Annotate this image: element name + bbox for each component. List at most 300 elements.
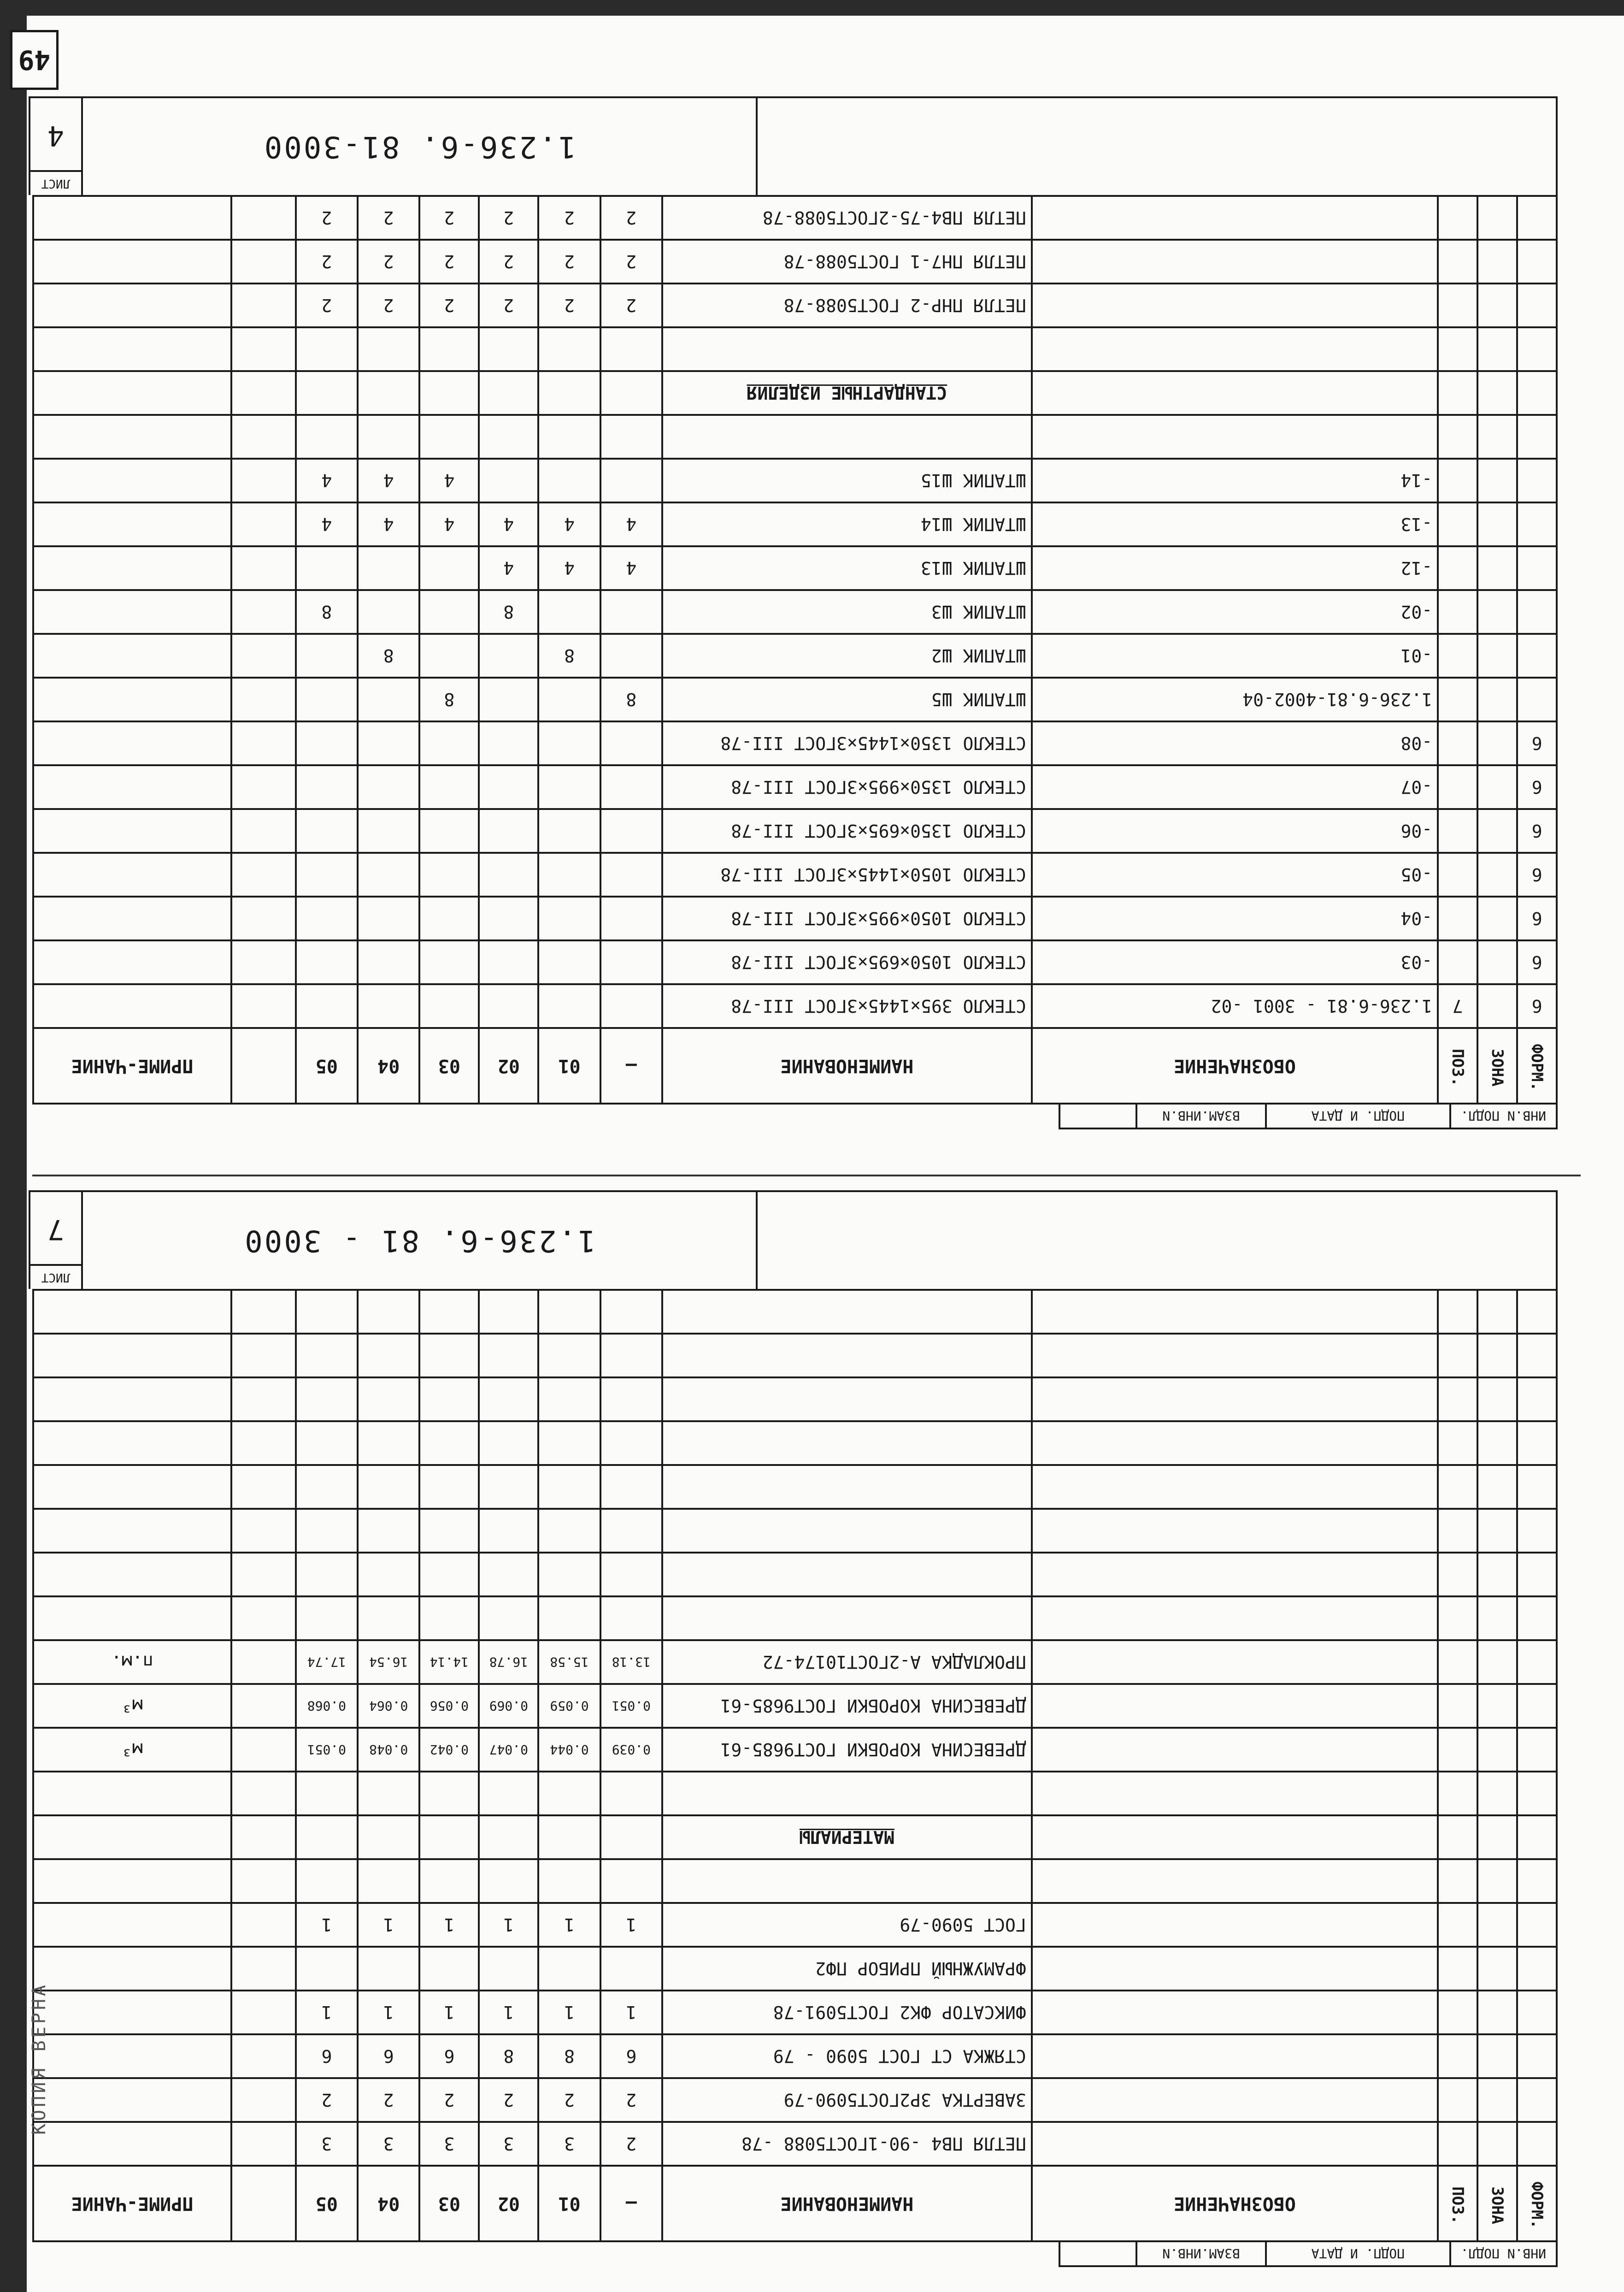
designation-cell <box>1032 1991 1438 2034</box>
pos-cell <box>1438 1947 1477 1991</box>
qty-cell <box>296 415 358 459</box>
qty-cell <box>419 590 479 634</box>
designation-cell <box>1032 1465 1438 1509</box>
qty-cell <box>358 940 419 984</box>
zone-cell <box>1477 1903 1517 1947</box>
pos-cell <box>1438 196 1477 240</box>
zone-cell <box>1477 721 1517 765</box>
qty-cell: 2 <box>538 240 600 284</box>
pos-cell <box>1438 502 1477 546</box>
format-cell <box>1517 1377 1557 1421</box>
format-cell <box>1517 284 1557 327</box>
table-row <box>33 1377 1557 1421</box>
extra-cell <box>231 1553 296 1596</box>
qty-cell <box>479 984 538 1028</box>
qty-cell: 1 <box>479 1991 538 2034</box>
designation-cell <box>1032 1640 1438 1684</box>
designation-cell: -01 <box>1032 634 1438 678</box>
pos-cell <box>1438 721 1477 765</box>
unit-cell <box>33 2122 231 2166</box>
qty-cell <box>358 327 419 371</box>
zone-cell <box>1477 371 1517 415</box>
qty-cell <box>296 721 358 765</box>
name-cell: ГОСТ 5090-79 <box>662 1903 1032 1947</box>
qty-cell: 4 <box>296 502 358 546</box>
qty-cell <box>600 984 662 1028</box>
qty-cell <box>479 1509 538 1553</box>
header-variant: — <box>600 2166 662 2241</box>
approval-stamp <box>1059 1105 1558 1129</box>
designation-cell <box>1032 1553 1438 1596</box>
table-row <box>33 2078 1557 2122</box>
designation-cell: -03 <box>1032 940 1438 984</box>
designation-cell: -14 <box>1032 459 1438 502</box>
qty-cell: 1 <box>600 1991 662 2034</box>
format-cell <box>1517 196 1557 240</box>
qty-cell <box>538 765 600 809</box>
unit-cell <box>33 1377 231 1421</box>
format-cell <box>1517 240 1557 284</box>
extra-cell <box>231 2034 296 2078</box>
designation-cell: 1.236-6.81-4002-04 <box>1032 678 1438 721</box>
pos-cell <box>1438 1815 1477 1859</box>
zone-cell <box>1477 809 1517 853</box>
designation-cell: -08 <box>1032 721 1438 765</box>
qty-cell: 1 <box>538 1991 600 2034</box>
qty-cell: 8 <box>600 678 662 721</box>
unit-cell <box>33 1596 231 1640</box>
qty-cell <box>479 1553 538 1596</box>
qty-cell <box>358 1377 419 1421</box>
extra-cell <box>231 2122 296 2166</box>
designation-cell <box>1032 240 1438 284</box>
qty-cell <box>296 1509 358 1553</box>
extra-cell <box>231 940 296 984</box>
table-header <box>33 2166 1557 2241</box>
extra-cell <box>231 415 296 459</box>
header-format: ФОРМ. <box>1517 2166 1557 2241</box>
pos-cell <box>1438 240 1477 284</box>
name-cell: ШТАПИК Ш15 <box>662 459 1032 502</box>
table-row <box>33 1596 1557 1640</box>
qty-cell <box>538 678 600 721</box>
qty-cell <box>600 1334 662 1377</box>
unit-cell: м³ <box>33 1684 231 1728</box>
unit-cell <box>33 2034 231 2078</box>
name-cell: СТЕКЛО 1350×1445×3ГОСТ III-78 <box>662 721 1032 765</box>
pos-cell <box>1438 1553 1477 1596</box>
document-code: 1.236-6. 81-3000 <box>83 98 758 195</box>
name-cell <box>662 1334 1032 1377</box>
qty-cell: 2 <box>358 240 419 284</box>
qty-cell: 2 <box>479 2078 538 2122</box>
header-variant: 03 <box>419 1028 479 1104</box>
qty-cell: 0.047 <box>479 1728 538 1772</box>
qty-cell: 0.044 <box>538 1728 600 1772</box>
qty-cell <box>600 459 662 502</box>
qty-cell <box>600 590 662 634</box>
zone-cell <box>1477 1772 1517 1815</box>
table-row <box>33 502 1557 546</box>
table-row <box>33 240 1557 284</box>
table-row <box>33 984 1557 1028</box>
qty-cell <box>538 1815 600 1859</box>
spec-sheet-bottom <box>32 46 1558 1129</box>
qty-cell <box>600 765 662 809</box>
pos-cell <box>1438 1596 1477 1640</box>
header-zone: ЗОНА <box>1477 1028 1517 1104</box>
note-cell <box>33 327 231 371</box>
header-note: ПРИМЕ-ЧАНИЕ <box>33 1028 231 1104</box>
qty-cell <box>358 1859 419 1903</box>
extra-cell <box>231 853 296 897</box>
qty-cell: 4 <box>538 502 600 546</box>
qty-cell <box>358 546 419 590</box>
note-cell <box>33 459 231 502</box>
qty-cell <box>358 678 419 721</box>
format-cell <box>1517 1640 1557 1684</box>
header-zone: ЗОНА <box>1477 2166 1517 2241</box>
qty-cell <box>296 1290 358 1334</box>
qty-cell: 8 <box>479 590 538 634</box>
table-row <box>33 1859 1557 1903</box>
pos-cell <box>1438 897 1477 940</box>
qty-cell <box>419 984 479 1028</box>
extra-cell <box>231 984 296 1028</box>
qty-cell <box>296 1553 358 1596</box>
qty-cell <box>479 459 538 502</box>
designation-cell <box>1032 1421 1438 1465</box>
format-cell: 6 <box>1517 765 1557 809</box>
qty-cell <box>538 1465 600 1509</box>
qty-cell <box>600 1421 662 1465</box>
stamp-cell <box>1060 1105 1136 1128</box>
zone-cell <box>1477 1377 1517 1421</box>
qty-cell <box>600 1596 662 1640</box>
qty-cell <box>538 984 600 1028</box>
qty-cell <box>538 1421 600 1465</box>
page-number: 49 <box>10 30 59 90</box>
pos-cell <box>1438 1903 1477 1947</box>
unit-cell: м³ <box>33 1728 231 1772</box>
name-cell: СТЕКЛО 1050×695×3ГОСТ III-78 <box>662 940 1032 984</box>
qty-cell <box>358 1947 419 1991</box>
header-variant: 01 <box>538 1028 600 1104</box>
pos-cell <box>1438 284 1477 327</box>
table-row <box>33 897 1557 940</box>
designation-cell: 1.236-6.81 - 3001 -02 <box>1032 984 1438 1028</box>
qty-cell <box>296 1377 358 1421</box>
unit-cell <box>33 1815 231 1859</box>
extra-cell <box>231 459 296 502</box>
qty-cell <box>538 1377 600 1421</box>
spec-table <box>32 1289 1558 2242</box>
qty-cell: 13.18 <box>600 1640 662 1684</box>
qty-cell: 17.74 <box>296 1640 358 1684</box>
qty-cell <box>600 809 662 853</box>
qty-cell: 2 <box>358 2078 419 2122</box>
table-row <box>33 546 1557 590</box>
pos-cell <box>1438 1509 1477 1553</box>
qty-cell <box>538 459 600 502</box>
qty-cell <box>358 984 419 1028</box>
zone-cell <box>1477 1684 1517 1728</box>
header-name: НАИМЕНОВАНИЕ <box>662 2166 1032 2241</box>
extra-cell <box>231 1509 296 1553</box>
unit-cell <box>33 1991 231 2034</box>
format-cell <box>1517 2078 1557 2122</box>
format-cell <box>1517 1553 1557 1596</box>
qty-cell <box>538 415 600 459</box>
name-cell: ФИКСАТОР ФК2 ГОСТ5091-78 <box>662 1991 1032 2034</box>
extra-cell <box>231 1991 296 2034</box>
qty-cell <box>600 721 662 765</box>
qty-cell <box>296 765 358 809</box>
qty-cell <box>479 1465 538 1509</box>
qty-cell: 16.54 <box>358 1640 419 1684</box>
qty-cell <box>538 1947 600 1991</box>
note-cell <box>33 897 231 940</box>
unit-cell <box>33 1465 231 1509</box>
qty-cell: 15.58 <box>538 1640 600 1684</box>
qty-cell <box>419 765 479 809</box>
qty-cell <box>600 1465 662 1509</box>
format-cell <box>1517 1334 1557 1377</box>
qty-cell <box>358 897 419 940</box>
qty-cell: 0.056 <box>419 1684 479 1728</box>
table-row <box>33 1684 1557 1728</box>
note-cell <box>33 502 231 546</box>
extra-cell <box>231 327 296 371</box>
designation-cell <box>1032 2078 1438 2122</box>
qty-cell <box>538 721 600 765</box>
name-cell: ШТАПИК Ш3 <box>662 590 1032 634</box>
pos-cell <box>1438 1334 1477 1377</box>
qty-cell <box>358 1509 419 1553</box>
qty-cell <box>479 371 538 415</box>
name-cell: СТЯЖКА СТ ГОСТ 5090 - 79 <box>662 2034 1032 2078</box>
table-row <box>33 1509 1557 1553</box>
table-row <box>33 1334 1557 1377</box>
extra-cell <box>231 1815 296 1859</box>
designation-cell <box>1032 1509 1438 1553</box>
qty-cell <box>296 634 358 678</box>
note-cell <box>33 371 231 415</box>
name-cell <box>662 1377 1032 1421</box>
format-cell <box>1517 502 1557 546</box>
extra-cell <box>231 1421 296 1465</box>
copy-note: КОПИЯ ВЕРНА <box>29 1982 50 2135</box>
extra-cell <box>231 371 296 415</box>
header-unit <box>231 2166 296 2241</box>
qty-cell: 1 <box>479 1903 538 1947</box>
extra-cell <box>231 1859 296 1903</box>
table-row <box>33 634 1557 678</box>
note-cell <box>33 240 231 284</box>
qty-cell <box>479 1772 538 1815</box>
qty-cell <box>358 1772 419 1815</box>
designation-cell <box>1032 196 1438 240</box>
qty-cell <box>296 984 358 1028</box>
table-row <box>33 1465 1557 1509</box>
qty-cell <box>296 1815 358 1859</box>
header-variant: 01 <box>538 2166 600 2241</box>
qty-cell: 4 <box>479 546 538 590</box>
qty-cell <box>358 721 419 765</box>
spec-sheet-top <box>32 1202 1558 2267</box>
format-cell <box>1517 1772 1557 1815</box>
format-cell: 6 <box>1517 809 1557 853</box>
qty-cell <box>479 765 538 809</box>
zone-cell <box>1477 1728 1517 1772</box>
format-cell <box>1517 1509 1557 1553</box>
pos-cell <box>1438 1640 1477 1684</box>
designation-cell <box>1032 1596 1438 1640</box>
qty-cell <box>538 1859 600 1903</box>
qty-cell: 8 <box>296 590 358 634</box>
qty-cell <box>600 371 662 415</box>
table-row <box>33 1640 1557 1684</box>
format-cell <box>1517 371 1557 415</box>
qty-cell <box>419 1421 479 1465</box>
qty-cell <box>479 327 538 371</box>
designation-cell <box>1032 1290 1438 1334</box>
pos-cell <box>1438 371 1477 415</box>
header-variant: 04 <box>358 1028 419 1104</box>
qty-cell: 8 <box>419 678 479 721</box>
extra-cell <box>231 1772 296 1815</box>
qty-cell <box>419 1772 479 1815</box>
name-cell: ПЕТЛЯ ПВ4-75-2ГОСТ5088-78 <box>662 196 1032 240</box>
format-cell <box>1517 1465 1557 1509</box>
table-row <box>33 415 1557 459</box>
qty-cell <box>479 1859 538 1903</box>
extra-cell <box>231 1947 296 1991</box>
zone-cell <box>1477 634 1517 678</box>
qty-cell <box>419 1553 479 1596</box>
format-cell <box>1517 1684 1557 1728</box>
qty-cell <box>600 1772 662 1815</box>
qty-cell: 0.068 <box>296 1684 358 1728</box>
extra-cell <box>231 1596 296 1640</box>
qty-cell <box>419 897 479 940</box>
qty-cell <box>479 940 538 984</box>
table-row <box>33 196 1557 240</box>
extra-cell <box>231 590 296 634</box>
zone-cell <box>1477 984 1517 1028</box>
table-row <box>33 1815 1557 1859</box>
qty-cell <box>419 371 479 415</box>
qty-cell: 2 <box>538 284 600 327</box>
extra-cell <box>231 809 296 853</box>
qty-cell <box>419 940 479 984</box>
zone-cell <box>1477 897 1517 940</box>
qty-cell <box>419 1377 479 1421</box>
designation-cell <box>1032 1947 1438 1991</box>
qty-cell <box>296 1859 358 1903</box>
table-row <box>33 1553 1557 1596</box>
qty-cell: 1 <box>419 1903 479 1947</box>
note-cell <box>33 853 231 897</box>
sheet-number: 4 <box>47 119 65 152</box>
qty-cell <box>479 809 538 853</box>
qty-cell: 1 <box>419 1991 479 2034</box>
qty-cell <box>538 1553 600 1596</box>
header-name: НАИМЕНОВАНИЕ <box>662 1028 1032 1104</box>
qty-cell: 2 <box>358 284 419 327</box>
designation-cell <box>1032 284 1438 327</box>
qty-cell <box>296 940 358 984</box>
qty-cell <box>296 678 358 721</box>
format-cell <box>1517 327 1557 371</box>
header-qty-title <box>231 1028 296 1104</box>
qty-cell <box>419 1859 479 1903</box>
unit-cell <box>33 1553 231 1596</box>
qty-cell <box>600 853 662 897</box>
qty-cell: 1 <box>358 1903 419 1947</box>
qty-cell: 1 <box>538 1903 600 1947</box>
format-cell <box>1517 1596 1557 1640</box>
format-cell <box>1517 546 1557 590</box>
table-row <box>33 1728 1557 1772</box>
extra-cell <box>231 1684 296 1728</box>
zone-cell <box>1477 1421 1517 1465</box>
qty-cell <box>296 897 358 940</box>
table-row <box>33 590 1557 634</box>
qty-cell <box>479 415 538 459</box>
zone-cell <box>1477 2034 1517 2078</box>
note-cell <box>33 546 231 590</box>
extra-cell <box>231 897 296 940</box>
qty-cell: 8 <box>538 634 600 678</box>
pos-cell <box>1438 1421 1477 1465</box>
qty-cell <box>538 1509 600 1553</box>
header-variant: 05 <box>296 1028 358 1104</box>
note-cell <box>33 634 231 678</box>
format-cell: 6 <box>1517 984 1557 1028</box>
qty-cell <box>296 327 358 371</box>
qty-cell: 3 <box>479 2122 538 2166</box>
zone-cell <box>1477 1859 1517 1903</box>
name-cell: ДРЕВЕСИНА КОРОБКИ ГОСТ9685-61 <box>662 1684 1032 1728</box>
name-cell: МАТЕРИАЛЫ <box>662 1815 1032 1859</box>
header-variant: 05 <box>296 2166 358 2241</box>
table-row <box>33 2122 1557 2166</box>
designation-cell <box>1032 1815 1438 1859</box>
pos-cell <box>1438 1290 1477 1334</box>
note-cell <box>33 809 231 853</box>
qty-cell: 4 <box>358 502 419 546</box>
qty-cell <box>538 1596 600 1640</box>
qty-cell <box>358 415 419 459</box>
qty-cell: 2 <box>600 196 662 240</box>
zone-cell <box>1477 502 1517 546</box>
qty-cell <box>419 634 479 678</box>
zone-cell <box>1477 1596 1517 1640</box>
qty-cell <box>419 546 479 590</box>
format-cell <box>1517 459 1557 502</box>
qty-cell <box>296 809 358 853</box>
extra-cell <box>231 1377 296 1421</box>
zone-cell <box>1477 590 1517 634</box>
qty-cell <box>358 853 419 897</box>
qty-cell: 4 <box>538 546 600 590</box>
designation-cell <box>1032 1859 1438 1903</box>
title-block <box>29 96 1558 195</box>
header-variant: 02 <box>479 1028 538 1104</box>
qty-cell: 2 <box>358 196 419 240</box>
format-cell <box>1517 2034 1557 2078</box>
